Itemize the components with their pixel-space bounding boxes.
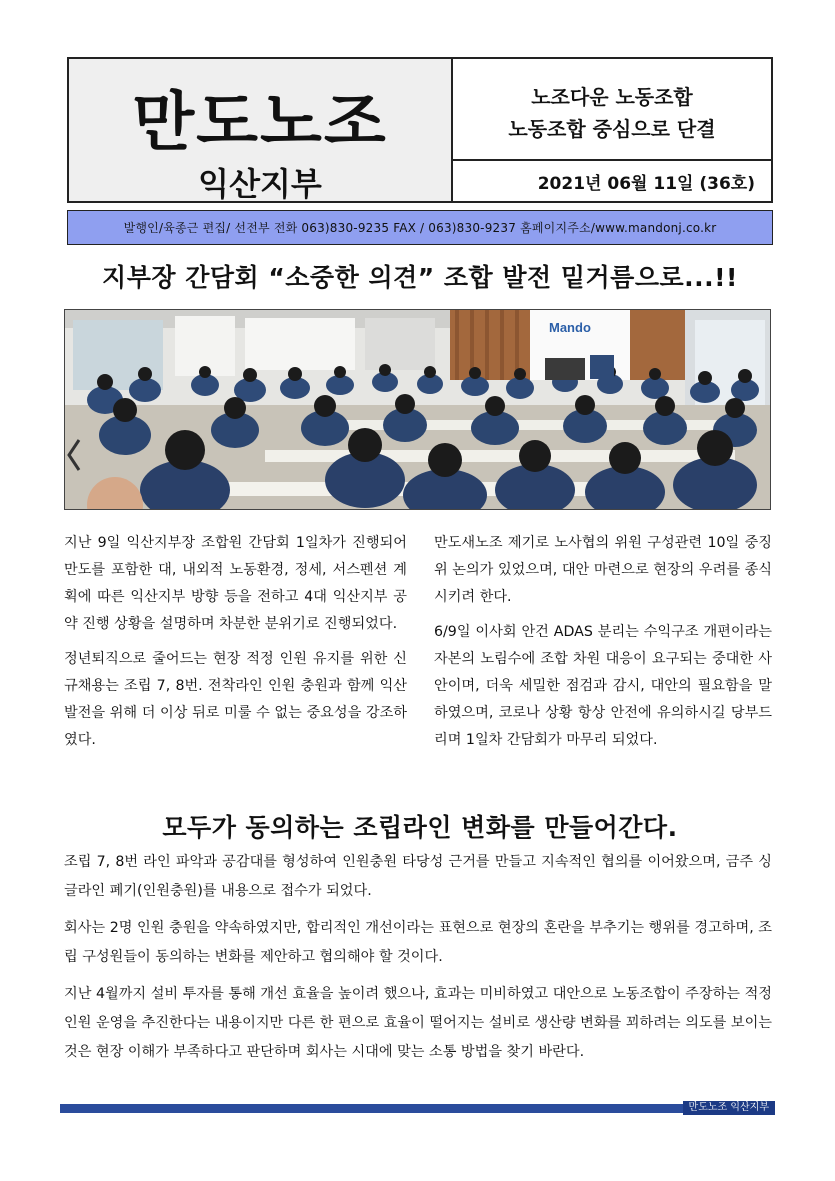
- slogan-line-1: 노조다운 노동조합: [531, 85, 693, 109]
- meeting-photo: [64, 309, 771, 510]
- article1-left-column: [64, 530, 407, 762]
- article2-paragraph: 조립 7, 8번 라인 파악과 공감대를 형성하여 인원충원 타당성 근거를 만들고 지속적인 협의를 이어왔으며, 금주 싱글라인 폐기(인원충원)를 내용으로 접수가 되었다.: [64, 854, 772, 899]
- article1-headline: 지부장 간담회 “소중한 의견” 조합 발전 밑거름으로...!!: [102, 263, 738, 292]
- article1-paragraph: 만도새노조 제기로 노사협의 위원 구성관련 10일 중징위 논의가 있었으며, 대안 마련으로 현장의 우려를 종식시키려 한다.: [434, 535, 772, 605]
- article2-paragraph: 회사는 2명 인원 충원을 약속하였지만, 합리적인 개선이라는 표현으로 현장의 혼란을 부추기는 행위를 경고하며, 조립 구성원들이 동의하는 변화를 제안하고 협의해야 할 것이다.: [64, 920, 772, 965]
- meeting-photo-illustration: [65, 310, 771, 510]
- publisher-bar: [67, 210, 773, 245]
- mando-sign: Mando: [549, 320, 591, 335]
- footer-tag: 만도노조 익산지부: [683, 1101, 775, 1115]
- article1-paragraph: 정년퇴직으로 줄어드는 현장 적정 인원 유지를 위한 신규채용는 조립 7, 8번. 전착라인 인원 충원과 함께 익산 발전을 위해 더 이상 뒤로 미룰 수 없는 중요성을 강조하였다.: [64, 651, 407, 748]
- article1-paragraph: 6/9일 이사회 안건 ADAS 분리는 수익구조 개편이라는 자본의 노림수에 조합 차원 대응이 요구되는 중대한 사안이며, 더욱 세밀한 점검과 감시, 대안의 필요함을 말하였으며, 코로나 상황 항상 안전에 유의하시길 당부드리며 1일차 간담회가 마무리 되었다.: [434, 624, 772, 748]
- masthead-title-box: [69, 59, 453, 201]
- slogan-box: [453, 59, 771, 161]
- publisher-info: 발행인/육종근 편집/ 선전부 전화 063)830-9235 FAX / 063)830-9237 홈페이지주소/www.mandonj.co.kr: [123, 221, 717, 235]
- newsletter-title: 만도노조: [132, 86, 388, 160]
- slogan-line-2: 노동조합 중심으로 단결: [508, 117, 716, 141]
- article1-paragraph: 지난 9일 익산지부장 조합원 간담회 1일차가 진행되어 만도를 포함한 대, 내외적 노동환경, 정세, 서스펜션 계획에 따른 익산지부 방향 등을 전하고 4대 익산지부 공약 진행 상황을 설명하며 차분한 분위기로 진행되었다.: [64, 535, 407, 632]
- branch-name: 익산지부: [198, 165, 322, 203]
- article2-body: [64, 848, 772, 1075]
- article2-headline: 모두가 동의하는 조립라인 변화를 만들어간다.: [162, 813, 678, 842]
- issue-date: 2021년 06월 11일 (36호): [537, 174, 755, 194]
- masthead: [67, 57, 773, 203]
- article1-right-column: [434, 530, 772, 762]
- issue-box: [453, 161, 771, 201]
- article2-paragraph: 지난 4월까지 설비 투자를 통해 개선 효율을 높이려 했으나, 효과는 미비하였고 대안으로 노동조합이 주장하는 적정인원 운영을 추진한다는 내용이지만 다른 한 편으로 효율이 떨어지는 설비로 생산량 변화를 꾀하려는 의도를 보이는 것은 현장 이해가 부족하다고 판단하며 회사는 시대에 맞는 소통 방법을 찾기 바란다.: [64, 986, 772, 1060]
- footer-bar: [60, 1104, 775, 1113]
